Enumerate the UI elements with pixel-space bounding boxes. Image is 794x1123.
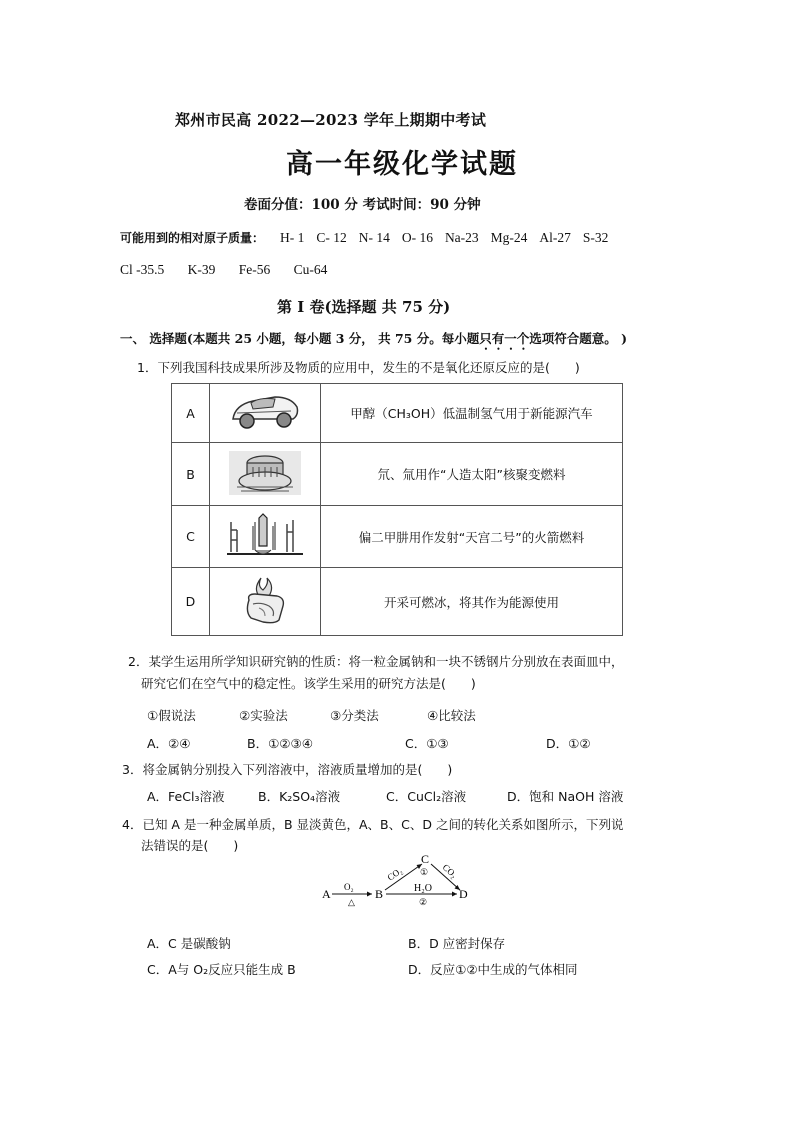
- option-description: 氘、氚用作“人造太阳”核聚变燃料: [321, 443, 623, 506]
- part-one-prefix: 一、 选择题(本题共 25 小题，每小题 3 分， 共 75 分。每小题: [120, 331, 480, 346]
- section-title: 第 I 卷(选择题 共 75 分): [277, 298, 451, 316]
- arrowhead: [367, 892, 372, 897]
- question-3-stem: 3．将金属钠分别投入下列溶液中，溶液质量增加的是( ): [122, 762, 453, 777]
- atomic-mass-line-2: [120, 262, 347, 278]
- option-image-cell: [210, 506, 321, 568]
- atomic-mass-item: H- 1: [280, 230, 305, 245]
- fusion-reactor-icon: [227, 449, 303, 497]
- table-row: [172, 568, 623, 636]
- atomic-mass-line-1: [120, 229, 616, 246]
- node-b: B: [375, 887, 384, 901]
- atomic-mass-label: 可能用到的相对原子质量：: [120, 231, 265, 245]
- atomic-mass-item: C- 12: [316, 230, 347, 245]
- method-item: ④比较法: [427, 708, 476, 723]
- answer-option: D．饱和 NaOH 溶液: [507, 789, 624, 804]
- part-one-emphasis: 只有一个: [479, 331, 530, 346]
- option-letter: A: [172, 384, 210, 443]
- atomic-mass-item: N- 14: [358, 230, 390, 245]
- method-item: ③分类法: [330, 708, 379, 723]
- answer-option: C．①③: [405, 736, 449, 751]
- atomic-mass-item: O- 16: [401, 230, 433, 245]
- answer-option: B．K₂SO₄溶液: [258, 789, 341, 804]
- label-co2-left: CO₂: [385, 865, 404, 883]
- label-heat: △: [348, 897, 355, 907]
- node-d: D: [459, 887, 468, 901]
- option-description: 开采可燃冰，将其作为能源使用: [321, 568, 623, 636]
- answer-option: B．D 应密封保存: [408, 936, 506, 951]
- label-co2-right: CO₂: [440, 862, 459, 880]
- score-time-line: 卷面分值：100 分 考试时间：90 分钟: [244, 197, 481, 213]
- atomic-mass-item: Fe-56: [238, 262, 271, 277]
- question-4-stem-line-2: 法错误的是( ): [141, 838, 239, 853]
- table-row: [172, 384, 623, 443]
- option-image-cell: [210, 568, 321, 636]
- question-2-stem-line-1: 2．某学生运用所学知识研究钠的性质：将一粒金属钠和一块不锈钢片分别放在表面皿中，: [128, 654, 624, 669]
- option-letter: B: [172, 443, 210, 506]
- method-item: ②实验法: [239, 708, 288, 723]
- option-description: 偏二甲肼用作发射“天宫二号”的火箭燃料: [321, 506, 623, 568]
- answer-option: A．FeCl₃溶液: [147, 789, 225, 804]
- atomic-mass-item: Cl -35.5: [120, 262, 165, 277]
- node-c: C: [421, 852, 430, 866]
- atomic-mass-item: Cu-64: [293, 262, 328, 277]
- label-reaction-1: ①: [420, 867, 429, 877]
- answer-option: D．反应①②中生成的气体相同: [408, 962, 578, 977]
- combustible-ice-icon: [239, 574, 291, 626]
- answer-option: A．②④: [147, 736, 191, 751]
- atomic-mass-item: Mg-24: [490, 230, 528, 245]
- exam-school-line: 郑州市民高 2022—2023 学年上期期中考试: [175, 111, 487, 129]
- question-1-table: [171, 383, 623, 636]
- answer-option: A．C 是碳酸钠: [147, 936, 231, 951]
- atomic-mass-item: S-32: [582, 230, 609, 245]
- part-one-instructions: [120, 329, 627, 353]
- node-a: A: [322, 887, 331, 901]
- label-o2: O₂: [344, 882, 354, 892]
- rocket-launch-icon: [225, 512, 305, 558]
- answer-option: C．A与 O₂反应只能生成 B: [147, 962, 296, 977]
- answer-option: C．CuCl₂溶液: [386, 789, 467, 804]
- conversion-diagram: [318, 852, 478, 908]
- question-4-stem-line-1: 4．已知 A 是一种金属单质，B 显淡黄色，A、B、C、D 之间的转化关系如图所示，下列说: [122, 817, 624, 832]
- table-row: [172, 506, 623, 568]
- option-description: 甲醇（CH₃OH）低温制氢气用于新能源汽车: [321, 384, 623, 443]
- page-title: 高一年级化学试题: [286, 149, 518, 180]
- answer-option: B．①②③④: [247, 736, 313, 751]
- label-reaction-2: ②: [419, 897, 428, 907]
- option-image-cell: [210, 443, 321, 506]
- question-2-stem-line-2: 研究它们在空气中的稳定性。该学生采用的研究方法是( ): [141, 676, 476, 691]
- fuel-cell-car-icon: [229, 391, 301, 433]
- label-h2o: H₂O: [414, 883, 432, 894]
- question-1-stem: 1．下列我国科技成果所涉及物质的应用中，发生的不是氧化还原反应的是( ): [137, 360, 580, 375]
- atomic-mass-item: Al-27: [539, 230, 571, 245]
- atomic-mass-item: K-39: [187, 262, 216, 277]
- answer-option: D．①②: [546, 736, 591, 751]
- part-one-suffix: 选项符合题意。 ): [529, 331, 628, 346]
- method-item: ①假说法: [147, 708, 196, 723]
- option-letter: C: [172, 506, 210, 568]
- option-letter: D: [172, 568, 210, 636]
- arrowhead: [452, 892, 457, 897]
- atomic-mass-item: Na-23: [444, 230, 479, 245]
- table-row: [172, 443, 623, 506]
- option-image-cell: [210, 384, 321, 443]
